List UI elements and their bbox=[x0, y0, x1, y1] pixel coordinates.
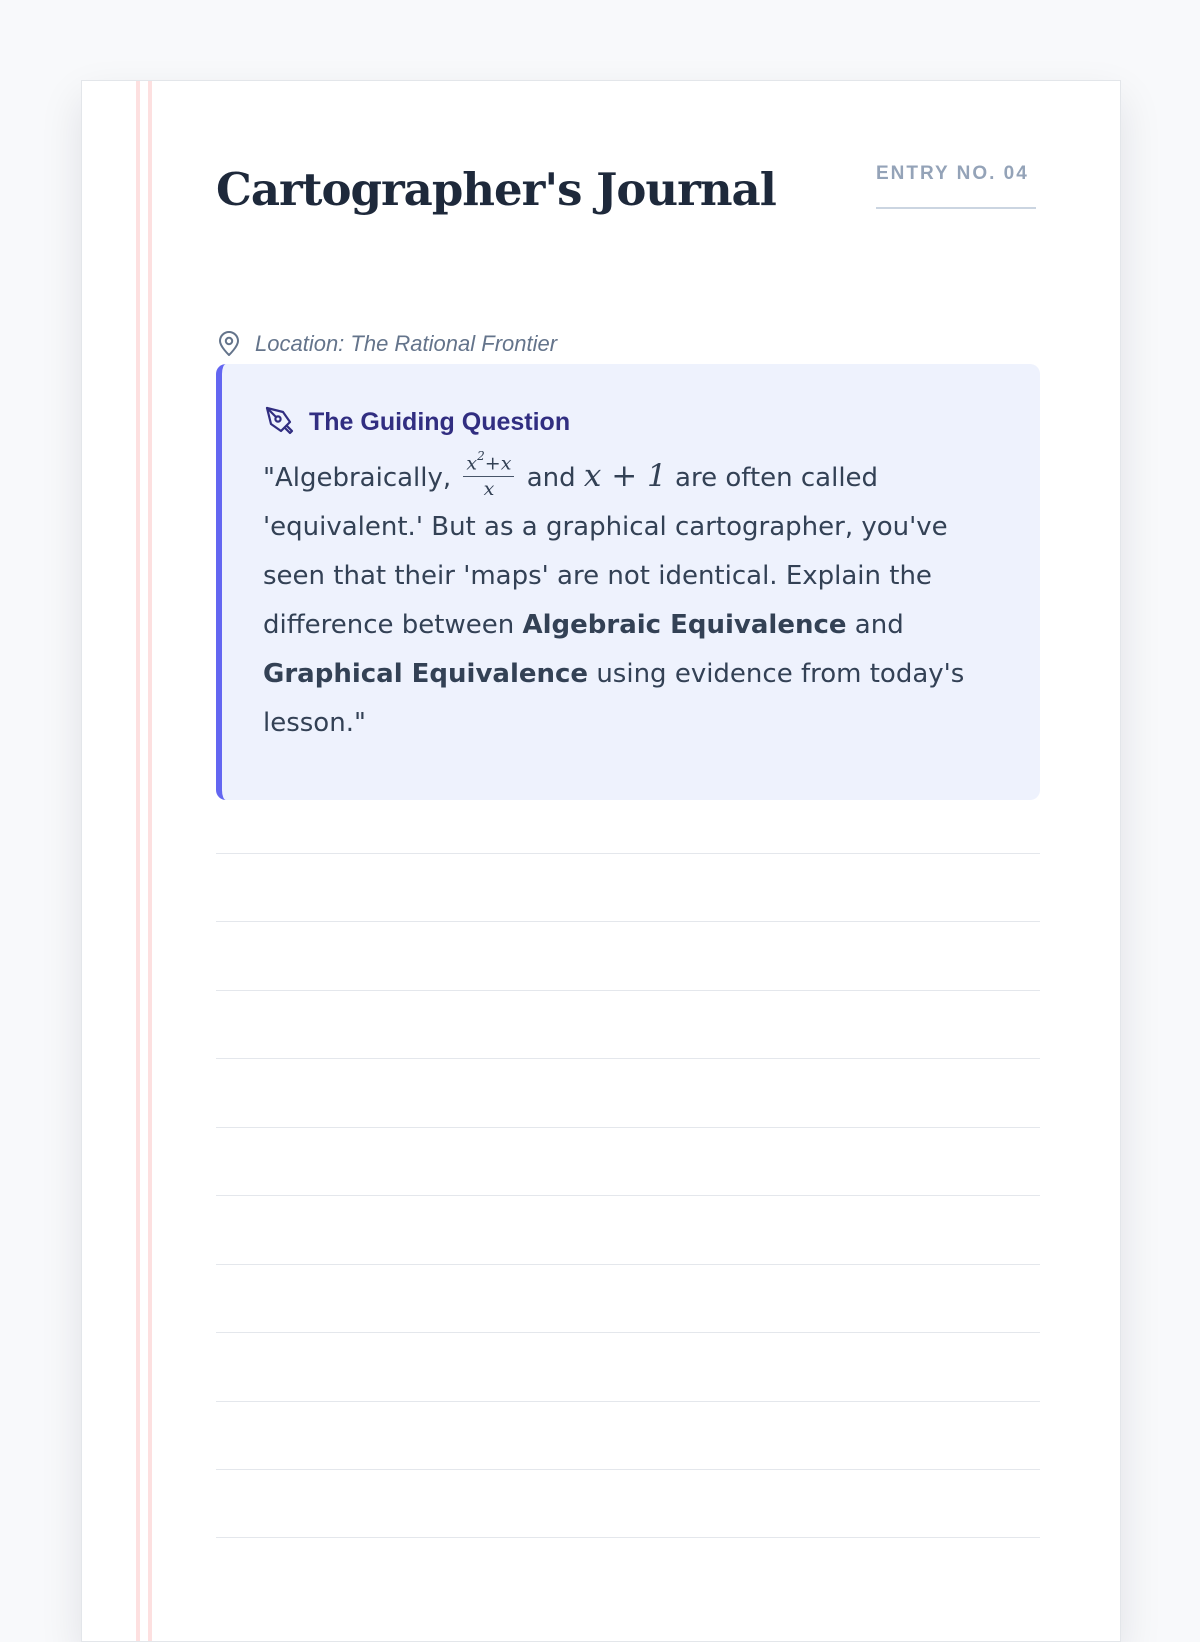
writing-line[interactable] bbox=[216, 1127, 1040, 1128]
writing-line[interactable] bbox=[216, 1058, 1040, 1059]
entry-number bbox=[876, 163, 1036, 209]
writing-line[interactable] bbox=[216, 1401, 1040, 1402]
numerator-base: x bbox=[466, 452, 478, 475]
writing-line[interactable] bbox=[216, 990, 1040, 991]
page-title: Cartographer's Journal bbox=[216, 163, 776, 216]
question-text bbox=[263, 448, 1002, 748]
entry-label: ENTRY NO. 04 bbox=[876, 163, 1029, 184]
fraction-numerator bbox=[463, 448, 514, 477]
map-pin-icon bbox=[217, 331, 241, 357]
guiding-question-card bbox=[216, 364, 1040, 800]
linear-expression: x + 1 bbox=[583, 458, 667, 494]
question-and: and bbox=[526, 463, 576, 493]
writing-line[interactable] bbox=[216, 853, 1040, 854]
location-text: Location: The Rational Frontier bbox=[255, 331, 558, 356]
term-algebraic-equivalence: Algebraic Equivalence bbox=[522, 610, 847, 640]
writing-line[interactable] bbox=[216, 1195, 1040, 1196]
writing-line[interactable] bbox=[216, 1469, 1040, 1470]
margin-line bbox=[148, 81, 152, 1641]
writing-line[interactable] bbox=[216, 921, 1040, 922]
fraction-denominator: x bbox=[483, 478, 495, 501]
question-heading: The Guiding Question bbox=[309, 407, 571, 436]
journal-page bbox=[81, 80, 1121, 1642]
question-header bbox=[263, 404, 1002, 440]
margin-line bbox=[136, 81, 140, 1641]
pen-nib-icon bbox=[263, 404, 295, 441]
fraction-expression bbox=[463, 448, 514, 501]
question-ending: using evidence from today's lesson." bbox=[263, 659, 965, 738]
question-intro: "Algebraically, bbox=[263, 463, 452, 493]
numerator-exponent: 2 bbox=[477, 448, 485, 463]
writing-line[interactable] bbox=[216, 1264, 1040, 1265]
numerator-rest: +x bbox=[484, 452, 512, 475]
question-and: and bbox=[854, 610, 904, 640]
question-middle: are often called 'equivalent.' But as a graphical cartographer, you've seen that their 'maps' are not identical. Explain the difference between bbox=[263, 463, 948, 640]
term-graphical-equivalence: Graphical Equivalence bbox=[263, 659, 589, 689]
location-line bbox=[217, 331, 557, 357]
writing-line[interactable] bbox=[216, 1537, 1040, 1538]
writing-line[interactable] bbox=[216, 1332, 1040, 1333]
